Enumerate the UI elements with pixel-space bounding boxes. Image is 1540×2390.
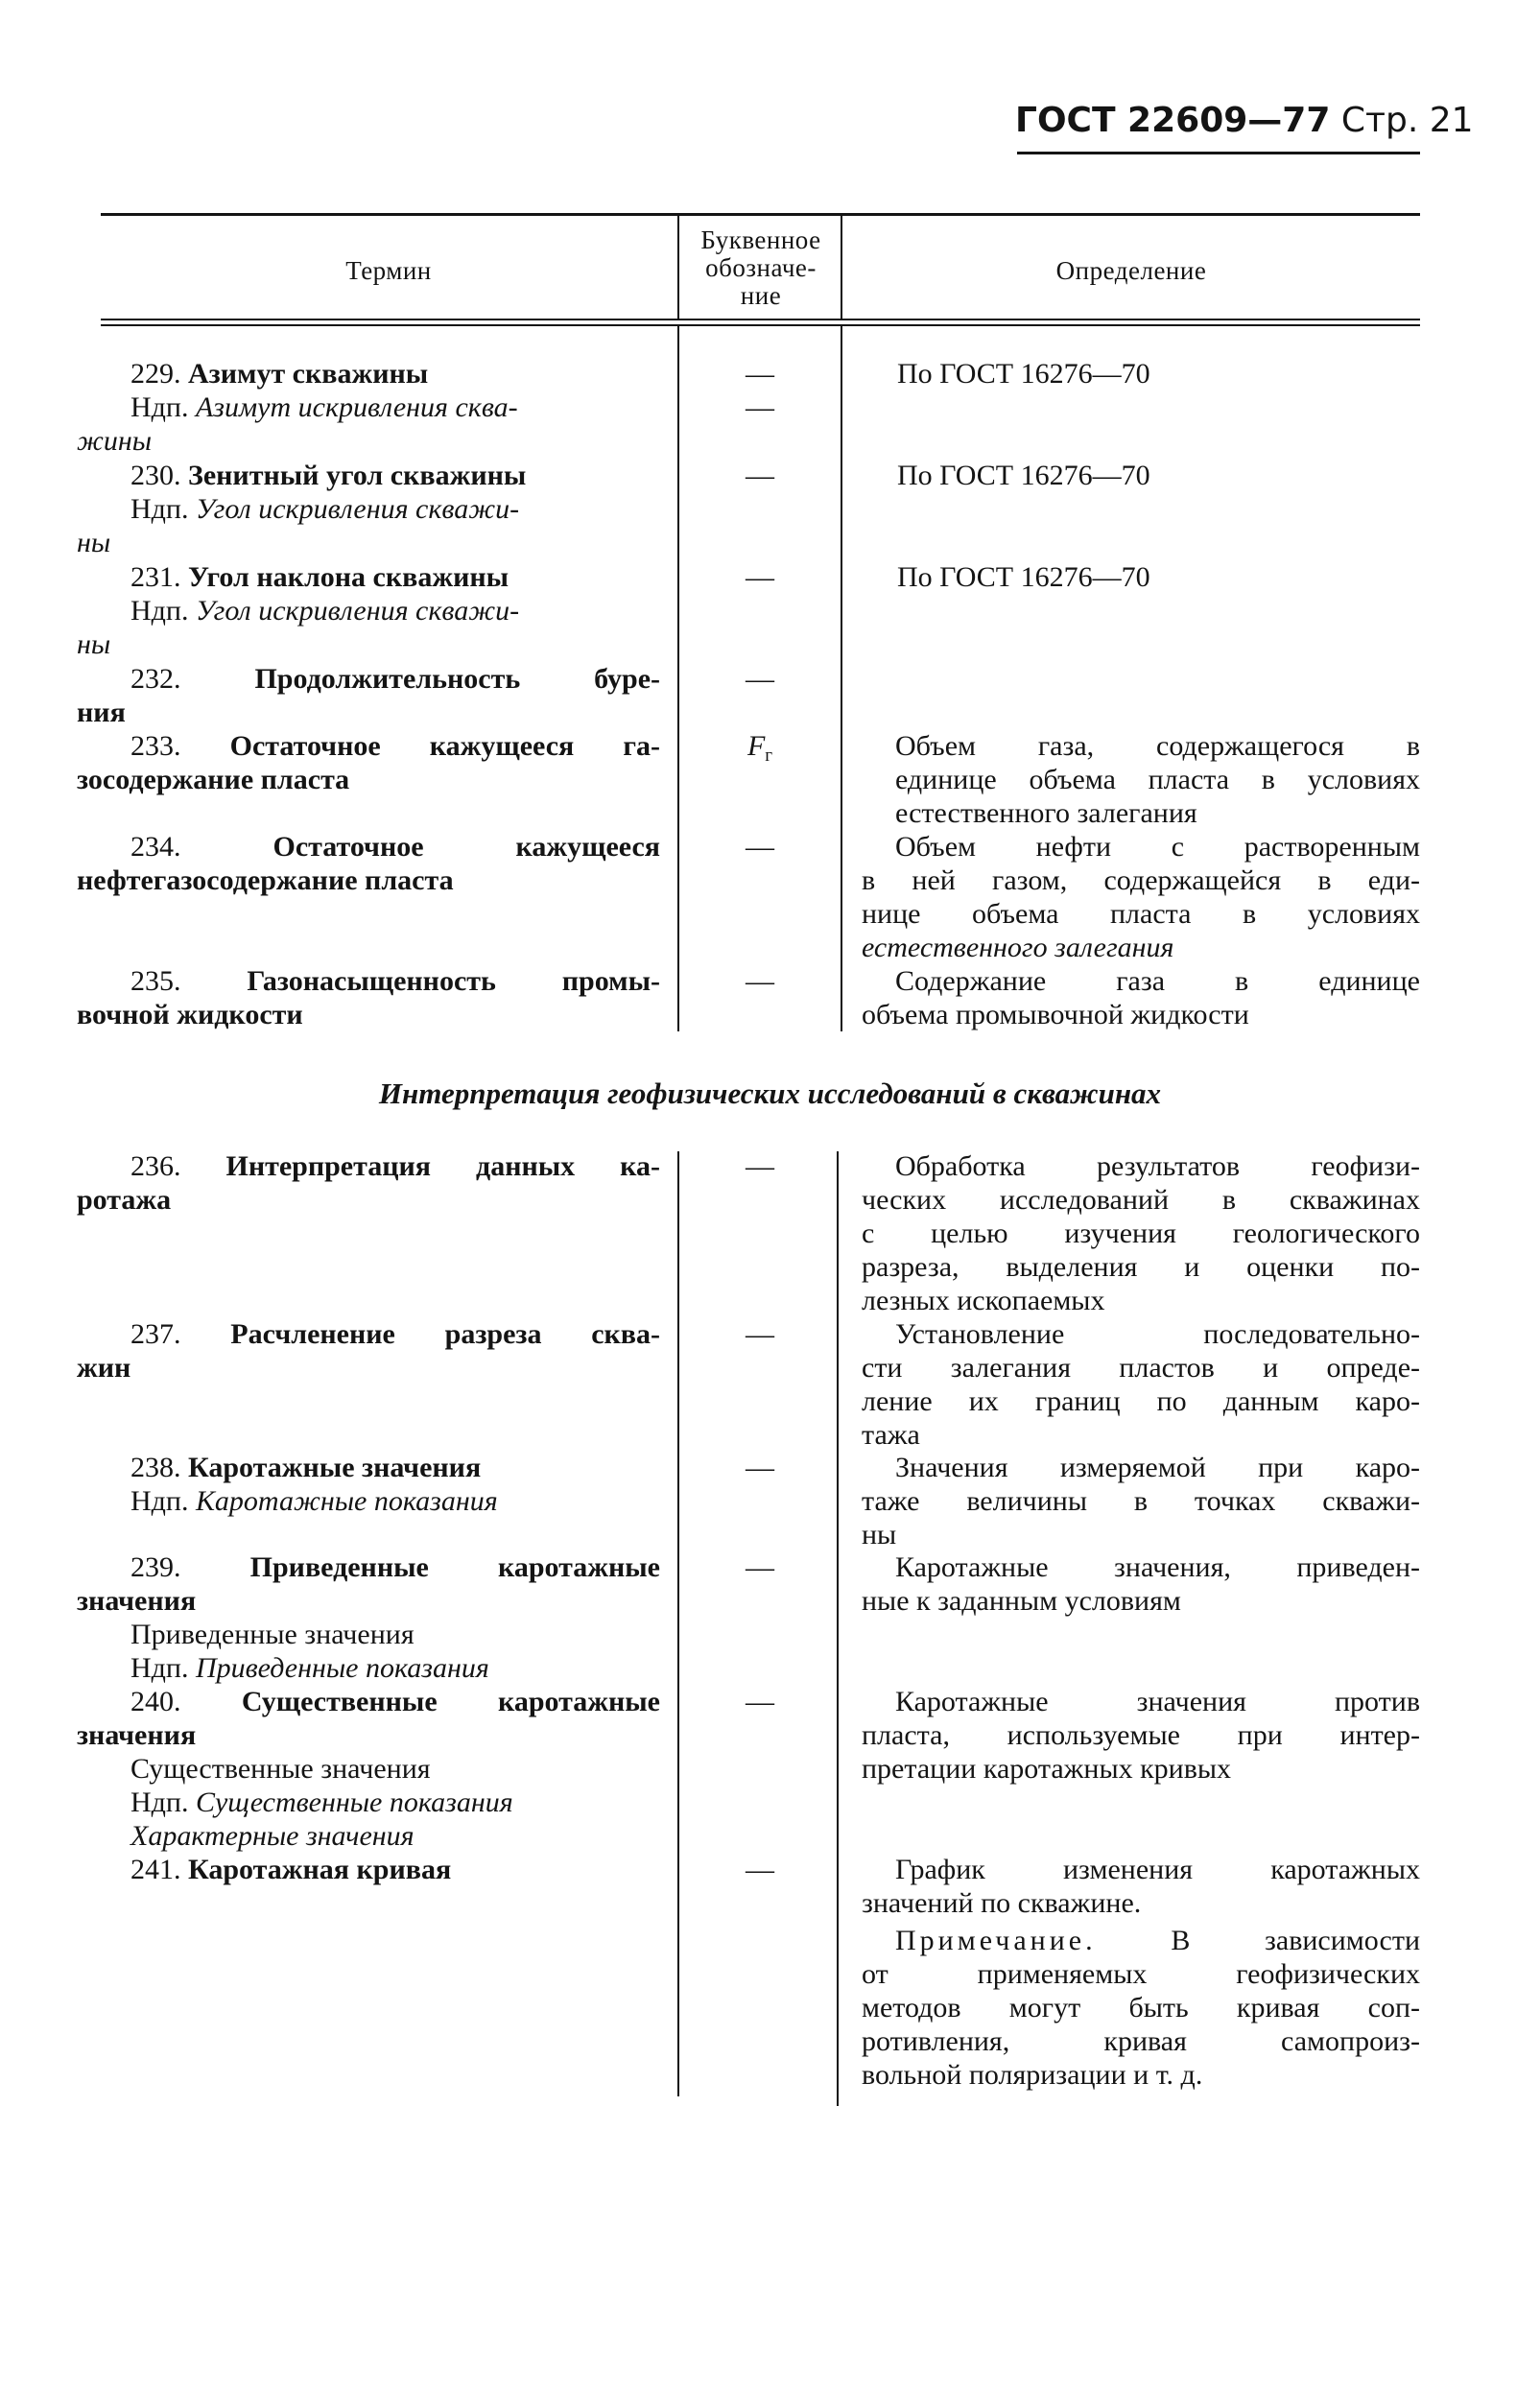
ndp-term: Угол искривления скважи-: [195, 493, 520, 525]
term-cell: [77, 1149, 660, 1217]
note-line: вольной поляризации и т. д.: [862, 2059, 1203, 2091]
term-cell: [77, 1685, 660, 1853]
note-label: Примечание.: [895, 1925, 1097, 1956]
definition-line: лезных ископаемых: [862, 1285, 1105, 1316]
ndp-term: Угол искривления скважи-: [195, 595, 520, 627]
ndp-label: Ндп.: [130, 391, 189, 423]
term-name-cont: зосодержание пласта: [77, 764, 350, 795]
symbol-dash: —: [746, 358, 774, 390]
ndp-term: Существенные показания: [195, 1787, 513, 1818]
definition-line: График изменения каротажных: [895, 1854, 1420, 1885]
term-number: 234.: [130, 831, 181, 863]
term-cell: [77, 1451, 660, 1518]
term-name: Угол наклона скважины: [188, 561, 509, 593]
symbol-dash: —: [746, 1150, 774, 1182]
symbol-dash: —: [746, 1452, 774, 1483]
ndp-label: Ндп.: [130, 1787, 189, 1818]
definition-line: естественного залегания: [862, 932, 1174, 963]
definition-line: Значения измеряемой при каро-: [895, 1452, 1420, 1483]
symbol-dash: —: [746, 831, 774, 863]
symbol-dash: —: [746, 965, 774, 997]
term-cell: [77, 459, 660, 559]
term-name-cont: значения: [77, 1719, 197, 1751]
term-cell: [77, 1550, 660, 1685]
note-line: [862, 1924, 1420, 1957]
definition-line: Объем нефти с растворенным: [895, 831, 1420, 863]
definition-cell: По ГОСТ 16276—70: [897, 460, 1150, 491]
table-head-rule: [101, 319, 1420, 320]
note-line: ротивления, кривая самопроиз-: [862, 2025, 1420, 2057]
term-number: 241.: [130, 1854, 181, 1885]
table-head-rule-double: [101, 324, 1420, 326]
definition-cell: [862, 1685, 1420, 1786]
term-cell: [77, 1853, 660, 1886]
definition-line: в ней газом, содержащейся в еди-: [862, 864, 1420, 896]
symbol-dash: —: [746, 561, 774, 593]
definition-cell: По ГОСТ 16276—70: [897, 561, 1150, 593]
symbol-dash: —: [746, 663, 774, 695]
term-cell: [77, 1317, 660, 1384]
column-divider-right: [841, 326, 842, 1031]
definition-line: ны: [862, 1519, 897, 1550]
term-name-cont: жин: [77, 1352, 131, 1384]
definition-line: сти залегания пластов и опреде-: [862, 1352, 1420, 1384]
note-line: от применяемых геофизических: [862, 1958, 1420, 1990]
definition-line: пласта, используемые при интер-: [862, 1719, 1420, 1751]
definition-line: ные к заданным условиям: [862, 1585, 1181, 1617]
term-cell: [77, 357, 660, 458]
symbol-letter: F: [746, 730, 766, 762]
definition-cell: [862, 1853, 1420, 2092]
term-number: 237.: [130, 1318, 181, 1350]
definition-line: Объем газа, содержащегося в: [895, 730, 1420, 762]
term-number: 229.: [130, 358, 181, 390]
symbol-dash: —: [746, 460, 774, 491]
symbol-header-line: Буквенное: [700, 225, 821, 254]
term-cell: [77, 729, 660, 796]
ndp-term: жины: [77, 425, 153, 457]
definition-line: Установление последовательно-: [895, 1318, 1420, 1350]
ndp-term: Характерные значения: [130, 1820, 415, 1852]
term-name: Зенитный угол скважины: [188, 460, 527, 491]
column-header-symbol: [679, 226, 842, 310]
ndp-term: ны: [77, 527, 111, 558]
term-name-cont: вочной жидкости: [77, 999, 303, 1030]
symbol-dash: —: [746, 1318, 774, 1350]
term-name: Остаточное кажущееся: [272, 831, 661, 863]
table-top-rule: [101, 213, 1420, 216]
term-name: Существенные каротажные: [241, 1686, 660, 1717]
definition-cell: [895, 729, 1420, 830]
term-name: Каротажные значения: [188, 1452, 482, 1483]
term-number: 240.: [130, 1686, 181, 1717]
definition-line: тажа: [862, 1419, 920, 1451]
header-underline: [1017, 152, 1420, 154]
column-header-definition: Определение: [1055, 256, 1207, 285]
ndp-term: Приведенные показания: [195, 1652, 489, 1684]
term-cell: [77, 964, 660, 1031]
term-name: Газонасыщенность промы-: [247, 965, 661, 997]
alt-term: Существенные значения: [130, 1753, 431, 1785]
ndp-label: Ндп.: [130, 1485, 189, 1517]
definition-cell: [862, 830, 1420, 964]
definition-line: претации каротажных кривых: [862, 1753, 1232, 1785]
term-name-cont: нефтегазосодержание пласта: [77, 864, 454, 896]
symbol-dash: —: [746, 1686, 774, 1717]
term-name: Интерпретация данных ка-: [225, 1150, 660, 1182]
ndp-label: Ндп.: [130, 595, 189, 627]
page-header: [1015, 101, 1474, 140]
term-number: 238.: [130, 1452, 181, 1483]
term-name: Продолжительность буре-: [254, 663, 660, 695]
header-divider-left: [677, 215, 679, 319]
definition-cell: [862, 1550, 1420, 1618]
column-divider-left: [677, 1151, 679, 2096]
term-name-cont: ротажа: [77, 1184, 172, 1216]
term-number: 231.: [130, 561, 181, 593]
term-number: 235.: [130, 965, 181, 997]
gost-number: ГОСТ 22609—77: [1015, 101, 1331, 140]
definition-line: единице объема пласта в условиях: [895, 764, 1420, 795]
term-cell: [77, 830, 660, 897]
term-name: Приведенные каротажные: [249, 1551, 660, 1583]
symbol-cell: [683, 729, 837, 772]
ndp-term: Азимут искривления сква-: [195, 391, 518, 423]
definition-line: Каротажные значения против: [895, 1686, 1420, 1717]
column-divider-left: [677, 326, 679, 1031]
definition-line: разреза, выделения и оценки по-: [862, 1251, 1420, 1283]
term-name: Расчленение разреза сква-: [230, 1318, 661, 1350]
definition-cell: [862, 964, 1420, 1031]
definition-line: ческих исследований в скважинах: [862, 1184, 1420, 1216]
definition-cell: [862, 1149, 1420, 1317]
symbol-subscript: г: [765, 745, 773, 766]
ndp-term: ны: [77, 628, 111, 660]
term-number: 233.: [130, 730, 181, 762]
symbol-dash: —: [746, 391, 774, 423]
definition-line: нице объема пласта в условиях: [862, 898, 1420, 930]
column-divider-right: [837, 1151, 839, 2106]
note-line: методов могут быть кривая соп-: [862, 1992, 1420, 2023]
term-number: 239.: [130, 1551, 181, 1583]
definition-line: с целью изучения геологического: [862, 1218, 1420, 1249]
symbol-cell: [683, 357, 837, 424]
term-name: Каротажная кривая: [188, 1854, 452, 1885]
term-name-cont: ния: [77, 697, 126, 728]
definition-line: Каротажные значения, приведен-: [895, 1551, 1420, 1583]
definition-line: значений по скважине.: [862, 1887, 1142, 1919]
note-text: В зависимости: [1096, 1925, 1420, 1956]
symbol-dash: —: [746, 1551, 774, 1583]
ndp-label: Ндп.: [130, 1652, 189, 1684]
header-divider-right: [841, 215, 842, 319]
term-cell: [77, 662, 660, 729]
term-cell: [77, 560, 660, 661]
column-header-term: Термин: [345, 256, 432, 285]
definition-line: ление их границ по данным каро-: [862, 1385, 1420, 1417]
alt-term: Приведенные значения: [130, 1619, 415, 1650]
definition-line: Обработка результатов геофизи-: [895, 1150, 1420, 1182]
symbol-header-line: обозначе-: [705, 253, 817, 282]
term-number: 230.: [130, 460, 181, 491]
term-number: 236.: [130, 1150, 181, 1182]
ndp-term: Каротажные показания: [195, 1485, 498, 1517]
term-number: 232.: [130, 663, 181, 695]
section-title: Интерпретация геофизических исследований в скважинах: [378, 1077, 1162, 1110]
definition-cell: По ГОСТ 16276—70: [897, 358, 1150, 390]
page-number: Стр. 21: [1340, 101, 1474, 140]
definition-line: объема промывочной жидкости: [862, 999, 1249, 1030]
definition-line: таже величины в точках скважи-: [862, 1485, 1420, 1517]
ndp-label: Ндп.: [130, 493, 189, 525]
term-name-cont: значения: [77, 1585, 197, 1617]
symbol-header-line: ние: [740, 281, 782, 310]
definition-cell: [862, 1317, 1420, 1452]
term-name: Азимут скважины: [188, 358, 429, 390]
definition-cell: [862, 1451, 1420, 1551]
definition-line: естественного залегания: [895, 797, 1197, 829]
symbol-dash: —: [746, 1854, 774, 1885]
term-name: Остаточное кажущееся га-: [229, 730, 660, 762]
definition-line: Содержание газа в единице: [895, 965, 1420, 997]
